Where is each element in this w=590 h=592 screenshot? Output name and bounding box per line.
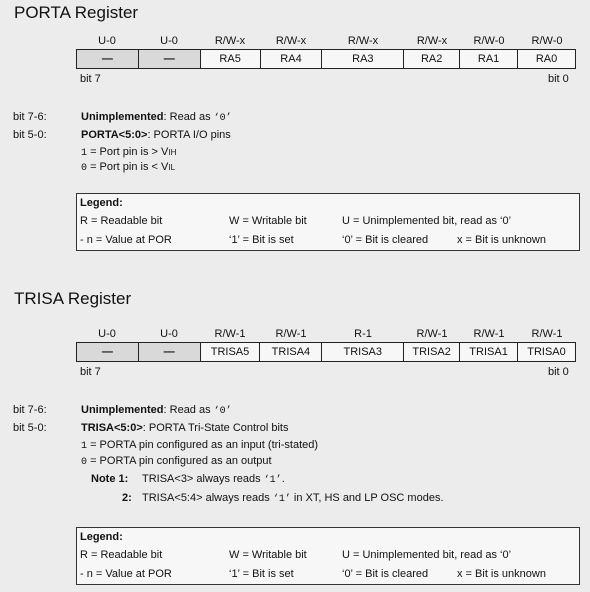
porta-legend-set: ‘1’ = Bit is set: [229, 234, 294, 246]
porta-line1: [81, 146, 176, 159]
trisa-legend-cleared: ‘0’ = Bit is cleared: [342, 568, 429, 580]
trisa-bit-6: —: [138, 343, 200, 362]
trisa-bit-0: TRISA0: [518, 343, 576, 362]
porta-legend-r: R = Readable bit: [80, 215, 163, 227]
porta-legend-cleared: ‘0’ = Bit is cleared: [342, 234, 429, 246]
trisa-desc1-code: ‘0’: [213, 406, 232, 417]
porta-access-3: R/W-x: [347, 35, 379, 47]
porta-desc1-bold: Unimplemented: [81, 111, 164, 123]
trisa-access-6: U-0: [160, 328, 178, 340]
trisa-note1-text-b: .: [281, 473, 285, 485]
trisa-bit-7: —: [77, 343, 139, 362]
trisa-line1-text: = PORTA pin configured as an input (tri-stated): [87, 439, 319, 451]
porta-legend: [76, 193, 580, 251]
trisa-note1: [142, 473, 285, 486]
porta-line2-text: = Port pin is < V: [87, 161, 169, 173]
trisa-bit-7-label: bit 7: [80, 366, 101, 378]
trisa-line2: [81, 455, 272, 468]
porta-access-2: R/W-x: [416, 35, 448, 47]
trisa-bit-table: [76, 342, 576, 362]
trisa-access-3: R-1: [354, 328, 372, 340]
porta-bit-7-label: bit 7: [80, 73, 101, 85]
porta-access-6: U-0: [160, 35, 178, 47]
trisa-title: TRISA Register: [14, 289, 132, 308]
trisa-note1-code: ‘1’: [263, 475, 282, 486]
trisa-note1-text-a: TRISA<3> always reads: [142, 473, 264, 485]
trisa-desc2-text: : PORTA Tri-State Control bits: [142, 422, 289, 434]
porta-desc1-code: ‘0’: [213, 113, 232, 124]
trisa-legend-set: ‘1’ = Bit is set: [229, 568, 294, 580]
trisa-legend-title: Legend:: [80, 531, 123, 543]
trisa-access-5: R/W-1: [214, 328, 246, 340]
porta-bit-4: RA4: [260, 50, 322, 69]
trisa-desc1-bits: bit 7-6:: [13, 404, 47, 416]
porta-access-1: R/W-0: [473, 35, 505, 47]
porta-legend-title: Legend:: [80, 197, 123, 209]
trisa-bit-0-label: bit 0: [548, 366, 569, 378]
porta-line1-sub: IH: [168, 148, 177, 157]
trisa-access-1: R/W-1: [473, 328, 505, 340]
trisa-desc2: [81, 422, 288, 434]
trisa-line1: [81, 439, 318, 452]
porta-access-0: R/W-0: [531, 35, 563, 47]
trisa-access-0: R/W-1: [531, 328, 563, 340]
trisa-legend-n: - n = Value at POR: [80, 568, 172, 580]
porta-desc1-bits: bit 7-6:: [13, 111, 47, 123]
porta-desc2: [81, 129, 231, 141]
porta-line1-code: 1: [81, 148, 88, 159]
porta-bit-0: RA0: [518, 50, 576, 69]
porta-legend-u: U = Unimplemented bit, read as ‘0’: [342, 215, 512, 227]
trisa-bit-3: TRISA3: [322, 343, 404, 362]
porta-desc1-text: : Read as: [163, 111, 214, 123]
trisa-note2-text-b: in XT, HS and LP OSC modes.: [290, 492, 444, 504]
trisa-note2-code: ‘1’: [272, 494, 291, 505]
trisa-bit-2: TRISA2: [404, 343, 460, 362]
trisa-note1-label: Note 1:: [91, 473, 129, 485]
porta-desc1: [81, 111, 232, 124]
porta-bit-table: [76, 49, 576, 69]
trisa-legend-w: W = Writable bit: [229, 549, 307, 561]
porta-desc2-bits: bit 5-0:: [13, 129, 47, 141]
porta-line2-sub: IL: [168, 163, 176, 172]
porta-bit-1: RA1: [460, 50, 518, 69]
porta-legend-n: - n = Value at POR: [80, 234, 172, 246]
porta-legend-unknown: x = Bit is unknown: [457, 234, 546, 246]
porta-access-5: R/W-x: [214, 35, 246, 47]
porta-desc2-bold: PORTA<5:0>: [81, 129, 148, 141]
porta-desc2-text: : PORTA I/O pins: [147, 129, 231, 141]
porta-bit-3: RA3: [322, 50, 404, 69]
porta-legend-w: W = Writable bit: [229, 215, 307, 227]
porta-bit-5: RA5: [200, 50, 260, 69]
trisa-access-4: R/W-1: [275, 328, 307, 340]
trisa-access-7: U-0: [98, 328, 116, 340]
trisa-line2-text: = PORTA pin configured as an output: [87, 455, 272, 467]
porta-bit-7: —: [77, 50, 139, 69]
trisa-desc1-bold: Unimplemented: [81, 404, 164, 416]
trisa-note2: [142, 492, 444, 505]
trisa-desc1: [81, 404, 232, 417]
porta-line2: [81, 161, 175, 174]
trisa-access-2: R/W-1: [416, 328, 448, 340]
trisa-desc2-bold: TRISA<5:0>: [81, 422, 143, 434]
trisa-bit-4: TRISA4: [260, 343, 322, 362]
porta-access-4: R/W-x: [275, 35, 307, 47]
porta-line1-text: = Port pin is > V: [87, 146, 169, 158]
porta-bit-row: [77, 50, 576, 69]
trisa-legend-unknown: x = Bit is unknown: [457, 568, 546, 580]
trisa-bit-row: [77, 343, 576, 362]
porta-bit-2: RA2: [404, 50, 460, 69]
trisa-line2-code: 0: [81, 457, 88, 468]
porta-bit-0-label: bit 0: [548, 73, 569, 85]
porta-line2-code: 0: [81, 163, 88, 174]
trisa-line1-code: 1: [81, 441, 88, 452]
trisa-legend-u: U = Unimplemented bit, read as ‘0’: [342, 549, 512, 561]
trisa-desc2-bits: bit 5-0:: [13, 422, 47, 434]
trisa-legend: [76, 527, 580, 585]
trisa-bit-5: TRISA5: [200, 343, 260, 362]
trisa-note2-label: 2:: [122, 492, 132, 504]
trisa-desc1-text: : Read as: [163, 404, 214, 416]
porta-access-7: U-0: [98, 35, 116, 47]
trisa-note2-text-a: TRISA<5:4> always reads: [142, 492, 273, 504]
porta-title: PORTA Register: [14, 3, 139, 22]
trisa-legend-r: R = Readable bit: [80, 549, 163, 561]
porta-bit-6: —: [138, 50, 200, 69]
trisa-bit-1: TRISA1: [460, 343, 518, 362]
